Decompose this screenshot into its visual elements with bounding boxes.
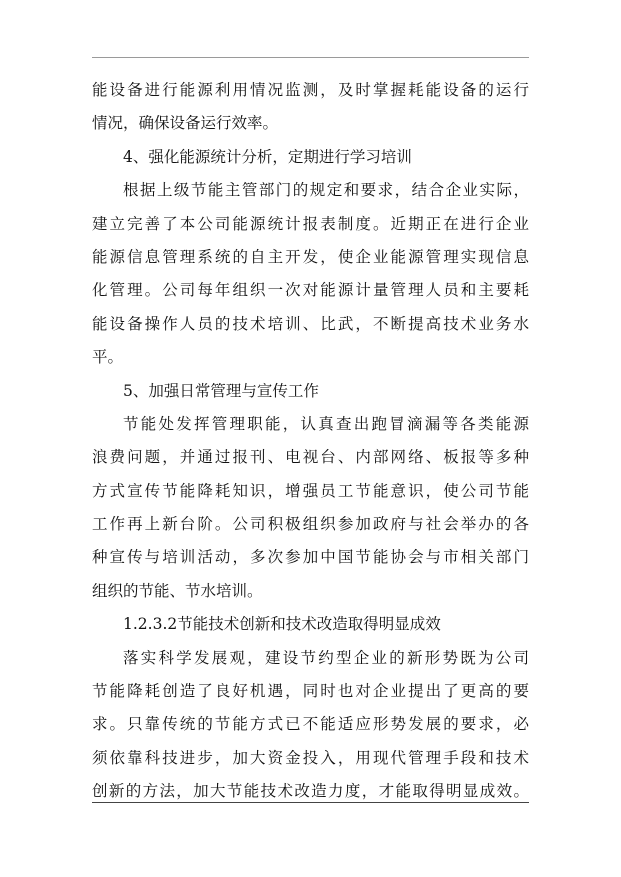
text-line: 节能降耗创造了良好机遇，同时也对企业提出了更高的要 — [92, 682, 529, 701]
text-line: 落实科学发展观，建设节约型企业的新形势既为公司 — [123, 648, 529, 667]
header-rule — [92, 57, 529, 58]
text-line: 求。只靠传统的节能方式已不能适应形势发展的要求，必 — [92, 715, 529, 734]
text-line: 组织的节能、节水培训。 — [92, 581, 263, 600]
text-line: 能源信息管理系统的自主开发，使企业能源管理实现信息 — [92, 247, 529, 266]
text-line: 5、加强日常管理与宣传工作 — [123, 381, 319, 400]
text-line: 创新的方法，加大节能技术改造力度，才能取得明显成效。 — [92, 782, 529, 801]
text-line: 浪费问题，并通过报刊、电视台、内部网络、板报等多种 — [92, 448, 529, 467]
document-body — [92, 74, 529, 809]
text-line: 根据上级节能主管部门的规定和要求，结合企业实际， — [123, 181, 529, 200]
text-line: 1.2.3.2节能技术创新和技术改造取得明显成效 — [123, 615, 441, 634]
text-line: 方式宣传节能降耗知识，增强员工节能意识，使公司节能 — [92, 481, 529, 500]
text-line: 平。 — [92, 348, 124, 367]
text-line: 4、强化能源统计分析，定期进行学习培训 — [123, 147, 412, 166]
text-line: 节能处发挥管理职能，认真查出跑冒滴漏等各类能源 — [123, 414, 529, 433]
text-line: 能设备操作人员的技术培训、比武，不断提高技术业务水 — [92, 314, 529, 333]
text-line: 情况，确保设备运行效率。 — [92, 114, 279, 133]
text-line: 种宣传与培训活动，多次参加中国节能协会与市相关部门 — [92, 548, 529, 567]
text-line: 能设备进行能源利用情况监测，及时掌握耗能设备的运行 — [92, 81, 529, 99]
footer-rule — [92, 802, 529, 803]
text-line: 工作再上新台阶。公司积极组织参加政府与社会举办的各 — [92, 515, 529, 534]
text-line: 建立完善了本公司能源统计报表制度。近期正在进行企业 — [92, 214, 529, 233]
text-line: 化管理。公司每年组织一次对能源计量管理人员和主要耗 — [92, 281, 529, 300]
text-line: 须依靠科技进步，加大资金投入，用现代管理手段和技术 — [92, 748, 529, 767]
